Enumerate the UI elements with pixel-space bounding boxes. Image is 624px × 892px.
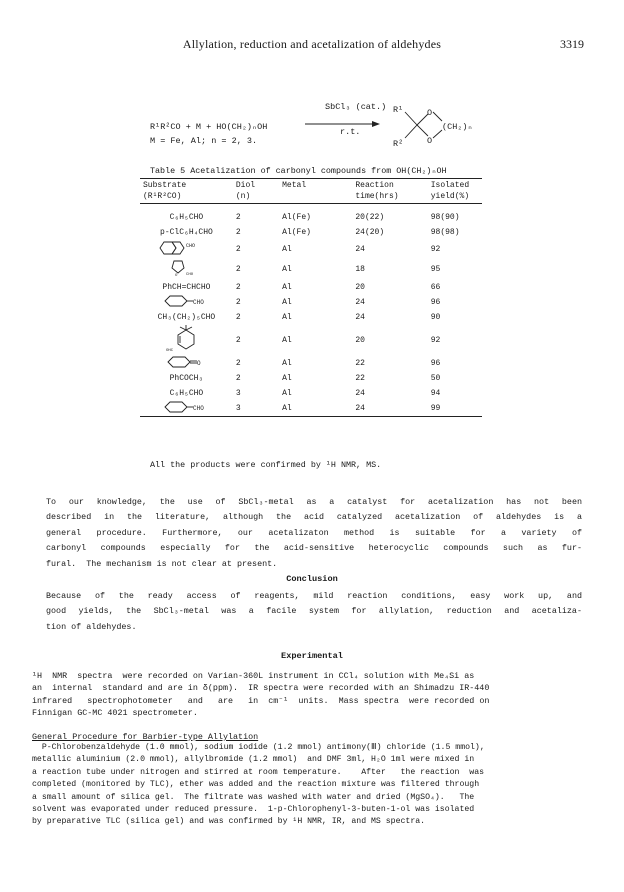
- cell-metal: Al: [282, 265, 292, 274]
- cell-metal: Al: [282, 336, 292, 345]
- text-line: carbonyl compounds especially for the acid-sensitive heterocyclic compounds such as fur-: [46, 543, 582, 554]
- cell-diol: 2: [235, 228, 241, 237]
- table-row: [140, 371, 482, 386]
- cell-substrate: PhCOCH₃: [169, 374, 204, 383]
- experimental-heading: Experimental: [281, 651, 343, 661]
- cell-yield: 98(90): [430, 213, 460, 222]
- text-line: metallic aluminium (2.0 mmol), allylbromide (1.2 mmol) and DMF 3ml, H₂O 1ml were mixed in: [32, 755, 475, 765]
- text-line: fural. The mechanism is not clear at present.: [46, 558, 278, 569]
- svg-text:O: O: [427, 108, 433, 118]
- cell-time: 24: [355, 389, 365, 398]
- scheme-reactants: R¹R²CO + M + HO(CH₂)ₙOH: [150, 122, 268, 132]
- scheme-conditions: M = Fe, Al; n = 2, 3.: [150, 136, 258, 146]
- cell-diol: 2: [235, 359, 241, 368]
- cell-diol: 2: [235, 283, 241, 292]
- product-r1: R¹: [393, 105, 404, 115]
- table-row: [140, 259, 482, 280]
- cell-diol: 2: [235, 313, 241, 322]
- col-time: Reaction time(hrs): [355, 181, 399, 201]
- acetalization-table: [140, 178, 482, 417]
- svg-text:CHO: CHO: [193, 299, 205, 306]
- cell-metal: Al: [282, 283, 292, 292]
- cell-diol: 3: [235, 389, 241, 398]
- table-row: [140, 225, 482, 240]
- furfural-structure: [166, 259, 206, 280]
- col-metal: Metal: [282, 181, 307, 190]
- table-row: [140, 386, 482, 401]
- svg-text:CHO: CHO: [193, 405, 205, 412]
- cell-time: 22: [355, 359, 365, 368]
- paragraph-acetalization: [46, 495, 582, 572]
- cell-substrate: p-ClC₆H₄CHO: [160, 228, 213, 237]
- cell-metal: Al(Fe): [282, 213, 311, 222]
- page-number: 3319: [560, 37, 584, 51]
- cell-time: 18: [355, 265, 365, 274]
- cell-time: 20(22): [355, 213, 385, 222]
- col-diol: Diol (n): [235, 181, 256, 201]
- svg-text:O: O: [427, 136, 433, 146]
- cell-time: 22: [355, 374, 365, 383]
- paragraph-conclusion: [46, 589, 582, 635]
- text-line: a small amount of silica gel. The filtrate was washed with water and dried (MgSO₄). The: [32, 792, 475, 802]
- cell-yield: 50: [430, 374, 441, 383]
- cell-diol: 2: [235, 298, 241, 307]
- cyclohexenecarbaldehyde-structure: [164, 325, 208, 356]
- table-footnote: All the products were confirmed by ¹H NMR, MS.: [150, 460, 382, 470]
- svg-text:O: O: [175, 274, 178, 277]
- cell-time: 20: [355, 336, 365, 345]
- cell-yield: 92: [430, 245, 441, 254]
- table-row: [140, 280, 482, 295]
- conclusion-heading: Conclusion: [286, 574, 338, 584]
- paragraph-experimental: [32, 670, 592, 720]
- naphthaldehyde-structure: [158, 240, 214, 259]
- cell-metal: Al(Fe): [282, 228, 311, 237]
- cell-yield: 92: [430, 336, 441, 345]
- svg-text:OHC: OHC: [166, 349, 174, 353]
- text-line: P-Chlorobenzaldehyde (1.0 mmol), sodium iodide (1.2 mmol) antimony(Ⅲ) chloride (1.5 mmol),: [32, 743, 485, 752]
- cyclohexanecarbaldehyde-structure: [161, 295, 211, 310]
- cyclohexanone-structure: [164, 356, 208, 371]
- cell-substrate: C₆H₅CHO: [169, 389, 204, 398]
- text-line: tion of aldehydes.: [46, 621, 137, 632]
- text-line: Finnigan GC-MC 4021 spectrometer.: [32, 708, 198, 719]
- cell-diol: 2: [235, 265, 241, 274]
- running-title: Allylation, reduction and acetalization of aldehydes: [182, 37, 442, 51]
- procedure-title: General Procedure for Barbier-type Allylation: [32, 732, 259, 742]
- table-row: [140, 356, 482, 371]
- text-line: solvent was evaporated under reduced pressure. 1-p-Chlorophenyl-3-buten-1-ol was isolated: [32, 805, 475, 815]
- table-row: [140, 401, 482, 417]
- scheme-catalyst: SbCl₃ (cat.): [325, 102, 387, 112]
- text-line: described in the literature, although the acid catalyzed acetalization of aldehydes is a: [46, 512, 582, 523]
- scheme-temperature: r.t.: [340, 127, 361, 137]
- cell-substrate: C₆H₅CHO: [169, 213, 204, 222]
- cell-substrate: CH₃(CH₂)₅CHO: [157, 313, 216, 322]
- cell-diol: 2: [235, 374, 241, 383]
- cell-diol: 3: [235, 404, 241, 413]
- table-caption: Table 5 Acetalization of carbonyl compounds from OH(CH₂)ₙOH: [150, 166, 447, 176]
- svg-text:O: O: [197, 360, 202, 367]
- cell-metal: Al: [282, 313, 292, 322]
- cyclohexanecarbaldehyde-structure: [161, 401, 211, 416]
- reaction-scheme: [150, 100, 480, 158]
- text-line: general procedure. Furthermore, our acetalizaton method is suitable for a variety of: [46, 527, 582, 538]
- cell-yield: 66: [430, 283, 441, 292]
- acetal-product-structure: [390, 96, 480, 154]
- text-line: by preparative TLC (silica gel) and was confirmed by ¹H NMR, IR, and MS spectra.: [32, 817, 426, 827]
- product-ring-label: (CH₂)ₙ: [442, 122, 473, 132]
- cell-substrate: [140, 325, 233, 356]
- text-line: infrared spectrophotometer and are in cm⁻¹ units. Mass spectra were recorded on: [32, 695, 490, 706]
- product-r2: R²: [393, 139, 404, 149]
- cell-yield: 98(98): [430, 228, 460, 237]
- cell-yield: 95: [430, 265, 441, 274]
- cell-diol: 2: [235, 336, 241, 345]
- cell-substrate: [140, 356, 233, 371]
- cell-diol: 2: [235, 213, 241, 222]
- cell-substrate: [140, 259, 233, 280]
- paragraph-procedure: [32, 742, 592, 829]
- col-yield: Isolated yield(%): [430, 181, 470, 201]
- table-row: [140, 204, 482, 226]
- svg-text:CHO: CHO: [186, 243, 196, 249]
- col-substrate: Substrate (R¹R²CO): [143, 181, 187, 201]
- cell-yield: 94: [430, 389, 441, 398]
- svg-text:CHO: CHO: [186, 273, 194, 277]
- text-line: Because of the ready access of reagents, mild reaction conditions, easy work up, and: [46, 591, 582, 601]
- table-row: [140, 240, 482, 259]
- cell-time: 24: [355, 404, 365, 413]
- cell-substrate: [140, 240, 233, 259]
- cell-metal: Al: [282, 374, 292, 383]
- cell-metal: Al: [282, 389, 292, 398]
- cell-yield: 96: [430, 359, 441, 368]
- cell-substrate: PhCH=CHCHO: [162, 283, 211, 292]
- cell-metal: Al: [282, 298, 292, 307]
- text-line: To our knowledge, the use of SbCl₃-metal as a catalyst for acetalization has not been: [46, 497, 582, 507]
- cell-metal: Al: [282, 359, 292, 368]
- cell-time: 20: [355, 283, 365, 292]
- text-line: a reaction tube under nitrogen and stirred at room temperature. After the reaction was: [32, 767, 485, 777]
- cell-diol: 2: [235, 245, 241, 254]
- cell-yield: 90: [430, 313, 441, 322]
- cell-substrate: [140, 401, 233, 417]
- cell-time: 24: [355, 298, 365, 307]
- text-line: ¹H NMR spectra were recorded on Varian-360L instrument in CCl₄ solution with Me₄Si as: [32, 671, 475, 681]
- cell-time: 24: [355, 245, 365, 254]
- cell-yield: 96: [430, 298, 441, 307]
- table-row: [140, 295, 482, 310]
- cell-metal: Al: [282, 404, 292, 413]
- text-line: completed (monitored by TLC), ether was added and the reaction mixture was filtered through: [32, 780, 480, 790]
- table-row: [140, 310, 482, 325]
- cell-metal: Al: [282, 245, 292, 254]
- text-line: an internal standard and are in δ(ppm). IR spectra were recorded with an Shimadzu IR-440: [32, 683, 490, 694]
- table-header-row: [140, 179, 482, 204]
- cell-yield: 99: [430, 404, 441, 413]
- cell-substrate: [140, 295, 233, 310]
- text-line: good yields, the SbCl₃-metal was a facile system for allylation, reduction and acetaliza-: [46, 606, 582, 617]
- table-row: [140, 325, 482, 356]
- cell-time: 24: [355, 313, 365, 322]
- cell-time: 24(20): [355, 228, 385, 237]
